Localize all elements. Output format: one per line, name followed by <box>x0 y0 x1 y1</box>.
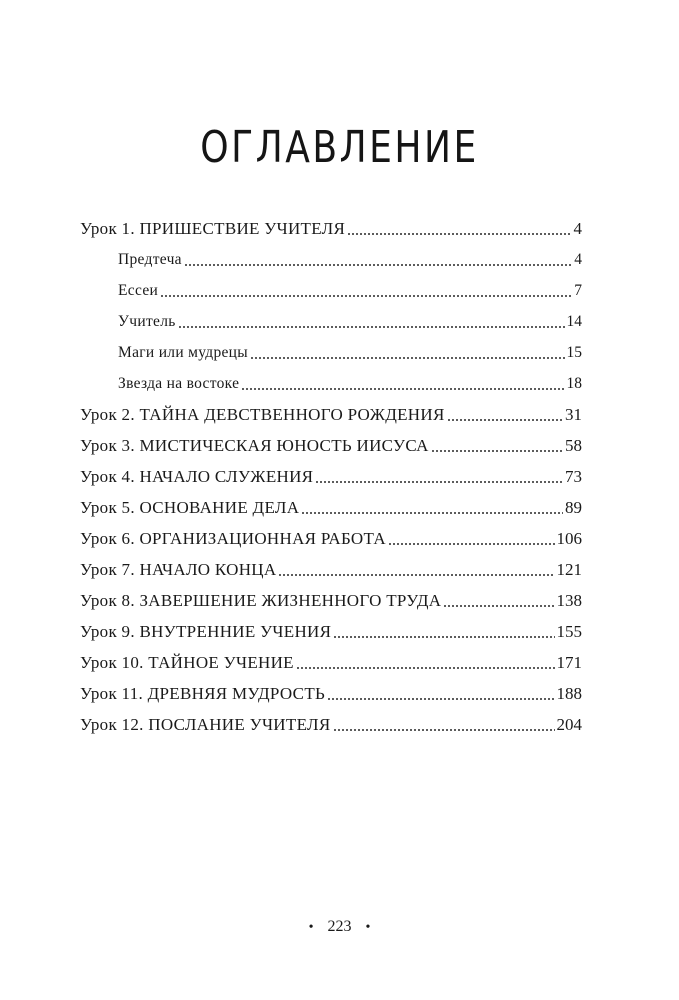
dot-leader <box>184 264 572 266</box>
toc-entry-label: Урок 8. ЗАВЕРШЕНИЕ ЖИЗНЕННОГО ТРУДА <box>80 591 442 610</box>
dot-leader <box>327 698 554 700</box>
dot-leader <box>241 388 564 390</box>
toc-subentry[interactable] <box>80 363 582 394</box>
toc-entry-page: 171 <box>556 653 582 672</box>
toc-entry-page: 15 <box>566 344 582 361</box>
dot-leader <box>447 419 563 421</box>
toc-entry-label: Урок 3. МИСТИЧЕСКАЯ ЮНОСТЬ ИИСУСА <box>80 436 429 455</box>
toc-subentry[interactable] <box>80 270 582 301</box>
toc-entry-label: Маги или мудрецы <box>118 344 248 361</box>
toc-entry-page: 138 <box>556 591 582 610</box>
toc-entry-label: Урок 7. НАЧАЛО КОНЦА <box>80 560 277 579</box>
toc-entry-label: Урок 5. ОСНОВАНИЕ ДЕЛА <box>80 498 300 517</box>
toc-entry-label: Урок 2. ТАЙНА ДЕВСТВЕННОГО РОЖДЕНИЯ <box>80 405 445 424</box>
toc-entry-page: 18 <box>566 375 582 392</box>
toc-entry-page: 188 <box>556 684 582 703</box>
toc-entry-page: 204 <box>556 715 582 734</box>
dot-leader <box>160 295 572 297</box>
dot-leader <box>431 450 563 452</box>
toc-entry[interactable] <box>80 425 582 456</box>
toc-entry-label: Урок 9. ВНУТРЕННИЕ УЧЕНИЯ <box>80 622 332 641</box>
dot-leader <box>278 574 554 576</box>
dot-leader <box>250 357 565 359</box>
toc-entry-label: Урок 10. ТАЙНОЕ УЧЕНИЕ <box>80 653 294 672</box>
toc-entry-label: Урок 1. ПРИШЕСТВИЕ УЧИТЕЛЯ <box>80 219 346 238</box>
toc-entry-page: 106 <box>556 529 582 548</box>
toc-entry[interactable] <box>80 208 582 239</box>
toc-entry-page: 155 <box>556 622 582 641</box>
toc-entry-label: Звезда на востоке <box>118 375 240 392</box>
toc-entry[interactable] <box>80 673 582 704</box>
page-number: 223 <box>327 918 352 935</box>
footer-bullet-right: • <box>365 920 371 935</box>
toc-entry[interactable] <box>80 704 582 735</box>
toc-entry[interactable] <box>80 394 582 425</box>
toc-entry-label: Урок 11. ДРЕВНЯЯ МУДРОСТЬ <box>80 684 326 703</box>
toc-entry-page: 31 <box>565 405 582 424</box>
dot-leader <box>315 481 563 483</box>
toc-subentry[interactable] <box>80 239 582 270</box>
toc-entry-page: 89 <box>565 498 582 517</box>
dot-leader <box>301 512 563 514</box>
toc-entry-page: 4 <box>573 219 582 238</box>
dot-leader <box>296 667 555 669</box>
toc-entry[interactable] <box>80 456 582 487</box>
table-of-contents <box>80 208 582 735</box>
toc-entry-page: 14 <box>566 313 582 330</box>
toc-entry-label: Урок 12. ПОСЛАНИЕ УЧИТЕЛЯ <box>80 715 331 734</box>
page-title: ОГЛАВЛЕНИЕ <box>200 122 479 173</box>
dot-leader <box>333 729 555 731</box>
toc-subentry[interactable] <box>80 332 582 363</box>
footer-bullet-left: • <box>308 920 314 935</box>
dot-leader <box>443 605 554 607</box>
toc-entry[interactable] <box>80 642 582 673</box>
toc-entry[interactable] <box>80 487 582 518</box>
toc-entry-label: Предтеча <box>118 251 182 268</box>
toc-entry-page: 58 <box>565 436 582 455</box>
toc-entry-label: Ессеи <box>118 282 159 299</box>
toc-entry-page: 7 <box>574 282 582 299</box>
dot-leader <box>178 326 565 328</box>
toc-entry-label: Урок 6. ОРГАНИЗАЦИОННАЯ РАБОТА <box>80 529 386 548</box>
toc-entry[interactable] <box>80 580 582 611</box>
page-footer <box>0 918 679 936</box>
toc-entry[interactable] <box>80 611 582 642</box>
toc-entry[interactable] <box>80 518 582 549</box>
toc-entry-page: 121 <box>556 560 582 579</box>
toc-entry-label: Урок 4. НАЧАЛО СЛУЖЕНИЯ <box>80 467 314 486</box>
toc-entry-label: Учитель <box>118 313 176 330</box>
toc-entry-page: 4 <box>574 251 582 268</box>
dot-leader <box>333 636 554 638</box>
toc-entry[interactable] <box>80 549 582 580</box>
toc-entry-page: 73 <box>565 467 582 486</box>
dot-leader <box>347 233 571 235</box>
toc-subentry[interactable] <box>80 301 582 332</box>
dot-leader <box>388 543 555 545</box>
